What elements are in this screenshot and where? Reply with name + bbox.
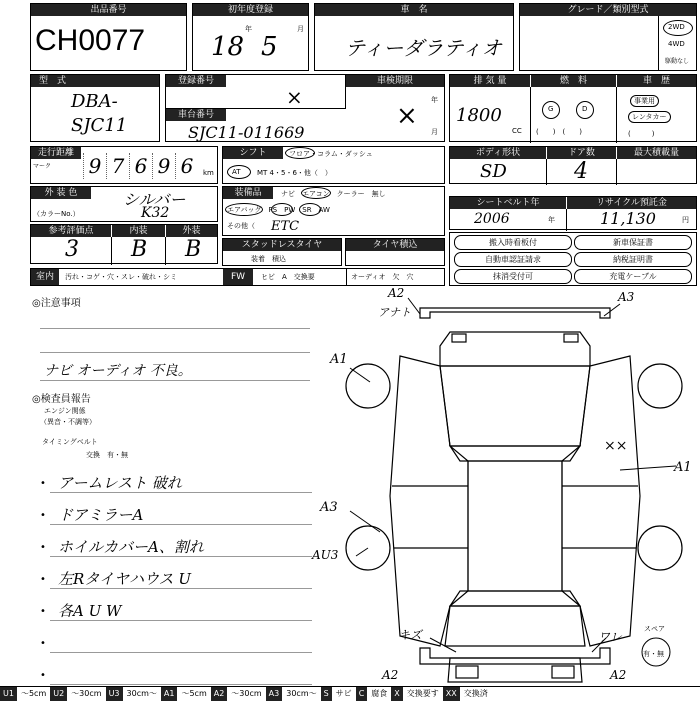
shift-row2: MT 4・5・6・他（ ） [257,169,332,177]
right-side [562,356,640,646]
hood-front [440,332,590,366]
mark-front-under: アナト [378,306,411,319]
fuel-label: 燃 料 [530,75,616,87]
wheel-front-left [346,364,390,408]
mileage-unit: km [203,169,214,177]
legend-meaning: 腐食 [371,688,388,698]
score-label: 参考評価点 [31,225,111,237]
mileage-digit: 6 [175,153,198,179]
recycle-label: リサイクル預託金 [566,197,696,209]
doc-item: 搬入時看板付 [454,235,572,250]
regno-value: × [286,85,303,109]
roof [468,461,562,591]
mileage-digit: 9 [152,153,175,179]
mileage-label: 走行距離 [31,147,81,159]
mark-front-right: A3 [618,290,635,304]
shift-floor-circle [285,147,315,159]
color-label: 外 装 色 [31,187,91,199]
color-box [30,186,218,222]
score-overall: 3 [65,237,79,262]
body-box [449,146,697,184]
mileage-digit: 9 [83,153,106,179]
fuel-g: G [548,105,554,113]
rear-window [450,591,580,606]
mark-rear-ware: ワレ [598,630,623,644]
light-left [452,334,466,342]
mark-right-mid: ×× [604,438,628,454]
legend-code: U2 [50,687,67,701]
tire-box [345,238,445,266]
mark-left-bottom: AU3 [312,548,339,562]
legend-meaning: ～5cm [181,688,207,698]
front-bumper [420,308,610,318]
note-item: 左Rタイヤハウス U [58,570,191,588]
capacity-label: 最大積載量 [616,147,696,159]
regno-label: 登録番号 [166,75,226,87]
mark-left-mid: A3 [320,500,338,515]
shift-selected: AT [232,168,241,176]
fuel-d: D [582,105,588,113]
mark-front-left: A2 [388,286,405,300]
color-no-label: （カラーNo.） [33,210,80,218]
interior-row [30,268,445,286]
recycle-value: 11,130 [600,209,656,228]
mileage-box [30,146,218,184]
grade-label: グレード／類別型式 [520,4,696,16]
legend-meaning: 交換要す [406,688,439,698]
note-item: ホイルカバーA、割れ [58,538,204,556]
tire-opts: オーディオ 欠 穴 [351,273,414,281]
displacement-box: 排 気 量 燃 料 車 歴 1800 CC G D ( ) ( ) 事業用 レンタカー ( ) [449,74,697,142]
mileage-sub: マーク [33,163,52,170]
legend-meaning: ～30cm [231,688,262,698]
equipment-row1: ナビ エアコン クーラー 無し [281,190,386,198]
shift-label: シフト [223,147,283,159]
note-bullet: • [40,574,46,585]
drive-4wd: 4WD [668,40,685,48]
equipment-other-value: ETC [271,219,300,234]
seatbelt-value: 2006 [474,211,510,227]
note-bullet: • [40,606,46,617]
type-line2: SJC11 [71,115,128,136]
business-use: 事業用 [630,95,659,107]
legend-code: C [356,687,368,701]
first-reg-label: 初年度登録 [193,4,308,16]
legend-meaning: 交換済 [463,688,488,698]
mark-right-a1: A1 [674,460,692,475]
engine-sub: （異音・不調等） [40,418,96,426]
reg-year: 18 [211,32,245,62]
docs-grid [450,233,696,285]
drive-2wd: 2WD [668,23,685,31]
inspection-month-char: 月 [431,128,438,136]
car-diagram [320,286,700,686]
legend-code: A2 [211,687,228,701]
damage-legend [0,686,700,700]
legend-code: U1 [0,687,17,701]
score-exterior: B [185,237,202,262]
drive-other: 駆動なし [665,58,690,65]
inspection-value: × [396,101,418,131]
note-item: ドアミラーA [58,506,144,524]
stud-label: スタッドレスタイヤ [223,239,341,251]
doc-item: 抹消受付可 [454,269,572,284]
doc-item: 自動車認証請求 [454,252,572,267]
equipment-label: 装備品 [223,187,273,199]
hood [440,366,590,446]
model-name: ティーダラティオ [345,36,502,60]
rental: レンタカー [628,111,671,123]
stud-opts: 装着 積込 [251,255,286,263]
interior-label: 室内 [31,269,59,285]
lot-box [30,3,187,71]
score-exterior-label: 外装 [165,225,217,237]
note-bullet: • [40,670,46,681]
note-item: 各A U W [58,602,122,620]
mark-rear-left: A2 [382,668,399,682]
stud-box [222,238,342,266]
model-box [314,3,514,71]
legend-code: U3 [106,687,123,701]
shift-options: フロア・コラム・ダッシュ [289,150,373,158]
fw-text: ヒビ A 交換要 [261,273,315,281]
docs-box [449,232,697,286]
equipment-row2: エアバッグ PS PW SR AW [227,206,330,214]
color-value: シルバー [123,190,186,209]
legend-code: XX [443,687,460,701]
regno-box [165,74,445,142]
trunk [445,606,585,646]
legend-meaning: ～30cm [71,688,102,698]
legend-meaning: サビ [335,688,352,698]
mark-left-top: A1 [330,352,348,367]
inspection-year-char: 年 [431,96,438,104]
legend-code: A1 [161,687,178,701]
note-bullet: • [40,542,46,553]
type-box [30,74,160,142]
pw-circle [299,203,321,216]
note-bullet: • [40,638,46,649]
spare-value: 有・無 [643,650,664,658]
color-code: K32 [141,205,170,221]
grade-box [519,3,697,71]
interior-text: 汚れ・コゲ・穴・スレ・破れ・シミ [65,273,177,281]
note-item: アームレスト 破れ [58,474,182,492]
wheel-rear-right [638,526,682,570]
doc-item: 納税証明書 [574,252,692,267]
model-label: 車 名 [315,4,513,16]
lot-number: CH0077 [35,24,146,57]
tire-label: タイヤ積込 [346,239,444,251]
inspector-label: ◎検査員報告 [32,394,91,405]
mark-rear-kizu: キズ [398,628,422,642]
spare-label: スペア [644,625,665,633]
legend-code: A3 [266,687,283,701]
timing-opts: 交換 有・無 [86,451,128,459]
chassis-value: SJC11-011669 [188,123,305,142]
ps-circle [271,203,293,216]
wheel-front-right [638,364,682,408]
mark-rear-right: A2 [610,668,627,682]
caution-label: ◎注意事項 [32,298,81,309]
seatbelt-box [449,196,697,230]
doors-value: 4 [574,159,588,184]
mileage-digit: 6 [129,153,152,179]
reg-year-char: 年 [245,25,252,33]
legend-code: S [321,687,332,701]
inspection-label: 車検期限 [346,75,444,87]
type-line1: DBA- [71,91,118,112]
shift-box [222,146,445,184]
equipment-box [222,186,445,236]
legend-meaning: ～5cm [20,688,47,698]
left-side [390,356,468,646]
displacement-value: 1800 [456,105,502,126]
legend-code: X [391,687,402,701]
engine-label: エンジン関係 [44,407,86,415]
vehicle-history-label: 車 歴 [616,75,696,87]
doc-item: 充電ケーブル [574,269,692,284]
mileage-digits [83,153,198,179]
reg-month-char: 月 [297,25,304,33]
cc-unit: CC [512,127,522,135]
rear-bumper [420,648,610,664]
airbag-circle [225,203,263,216]
caution-text: ナビ オーディオ 不良。 [44,363,192,379]
legend-meaning: 30cm～ [126,688,157,698]
lot-label: 出品番号 [31,4,186,16]
seatbelt-year-char: 年 [548,216,555,224]
seatbelt-label: シートベルト年 [450,197,566,209]
displacement-label: 排 気 量 [450,75,530,87]
timing-label: タイミングベルト [42,438,98,446]
body-value: SD [480,161,507,182]
note-bullet: • [40,510,46,521]
score-box [30,224,218,264]
score-interior: B [131,237,148,262]
equipment-other-label: その他（ [227,222,255,230]
body-label: ボディ形状 [450,147,546,159]
windshield [450,446,580,461]
mileage-digit: 7 [106,153,129,179]
reg-month: 5 [261,32,278,62]
doors-label: ドア数 [546,147,616,159]
recycle-yen: 円 [682,216,689,224]
first-reg-box [192,3,309,71]
legend-meaning: 30cm～ [286,688,317,698]
light-right [564,334,578,342]
note-bullet: • [40,478,46,489]
fw-label: FW [223,269,253,285]
ac-circle [301,187,331,199]
doc-item: 新車保証書 [574,235,692,250]
chassis-label: 車台番号 [166,109,226,121]
score-interior-label: 内装 [111,225,165,237]
type-label: 型 式 [31,75,159,87]
